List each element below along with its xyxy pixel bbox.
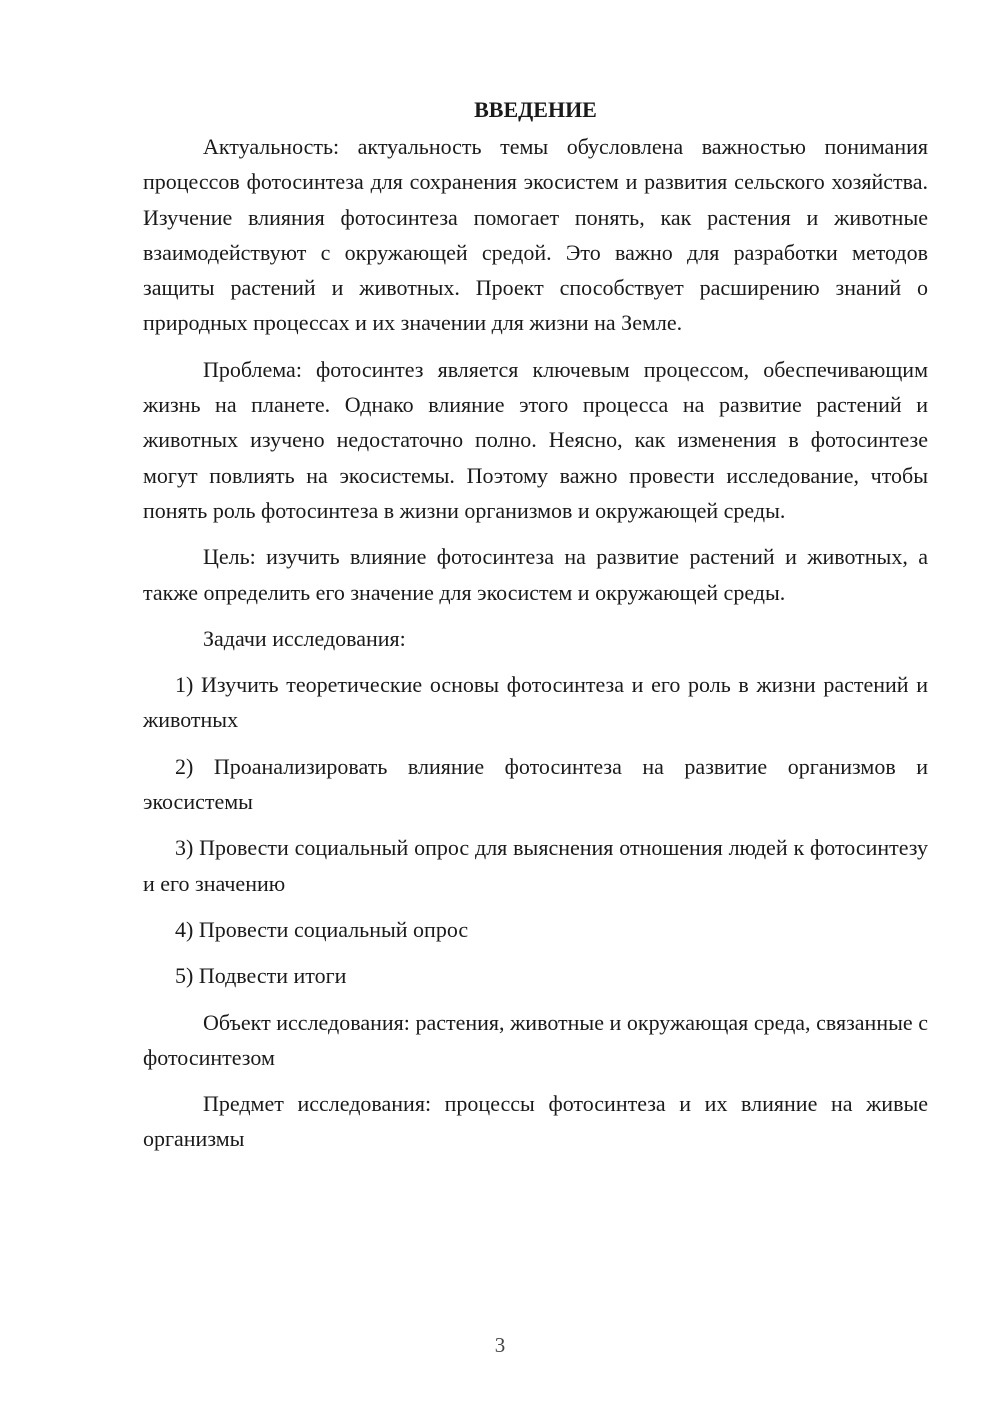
task-item: 4) Провести социальный опрос: [175, 916, 469, 942]
page-number: 3: [494, 1333, 506, 1357]
problem-paragraph: Проблема: фотосинтез является ключевым процессом, обеспечивающим жизнь на планете. Однако влияние этого процесса на развитие растений и животных изучено недостаточно полно. Неясно, как изменения в фотосинтезе могут повлиять на экосистемы. Поэтому важно провести исследование, чтобы понять роль фотосинтеза в жизни организмов и окружающей среды.: [143, 356, 928, 523]
tasks-heading: Задачи исследования:: [203, 625, 406, 651]
goal-paragraph: Цель: изучить влияние фотосинтеза на развитие растений и животных, а также определить его значение для экосистем и окружающей среды.: [143, 544, 928, 605]
task-item: 1) Изучить теоретические основы фотосинтеза и его роль в жизни растений и животных: [143, 672, 928, 733]
subject-paragraph: Предмет исследования: процессы фотосинтеза и их влияние на живые организмы: [143, 1091, 928, 1152]
document-page: [143, 92, 928, 1168]
task-item: 5) Подвести итоги: [175, 963, 347, 989]
object-paragraph: Объект исследования: растения, животные и окружающая среда, связанные с фотосинтезом: [143, 1009, 928, 1070]
relevance-paragraph: Актуальность: актуальность темы обусловлена важностью понимания процессов фотосинтеза для сохранения экосистем и развития сельского хозяйства. Изучение влияния фотосинтеза помогает понять, как растения и животные взаимодействуют с окружающей средой. Это важно для разработки методов защиты растений и животных. Проект способствует расширению знаний о природных процессах и их значении для жизни на Земле.: [143, 134, 928, 336]
task-item: 3) Провести социальный опрос для выяснения отношения людей к фотосинтезу и его значению: [143, 835, 928, 896]
section-title: ВВЕДЕНИЕ: [474, 97, 597, 122]
task-item: 2) Проанализировать влияние фотосинтеза на развитие организмов и экосистемы: [143, 753, 928, 815]
